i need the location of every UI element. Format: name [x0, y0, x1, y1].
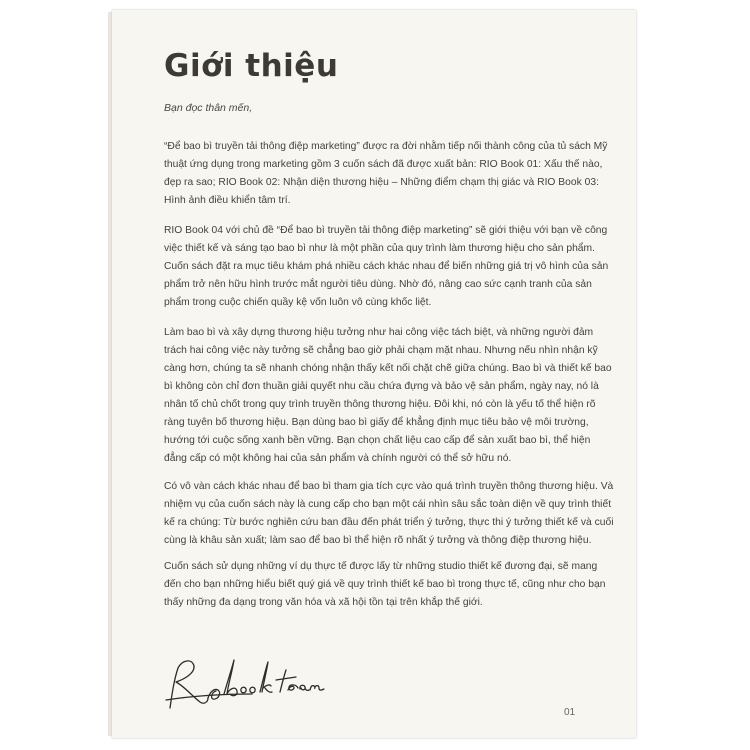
page-title: Giới thiệu — [164, 48, 339, 84]
paragraph-2: RIO Book 04 với chủ đề “Để bao bì truyền tải thông điệp marketing” sẽ giới thiệu với bạn về công việc thiết kế và sáng tạo bao bì như là một phần của quy trình làm thương hiệu cho sản phẩm. Cuốn sách đặt ra mục tiêu khám phá nhiều cách khác nhau để biến những giá trị vô hình của sản phẩm trở nên hữu hình trước mắt người tiêu dùng. Nhờ đó, nâng cao sức cạnh tranh của sản phẩm trong cuộc chiến quầy kệ vốn luôn vô cùng khốc liệt. — [164, 225, 609, 308]
paragraph-1: “Để bao bì truyền tải thông điệp marketing” được ra đời nhằm tiếp nối thành công của tủ sách Mỹ thuật ứng dụng trong marketing gồm 3 cuốn sách đã được xuất bản: RIO Book 01: Xấu thế nào, đẹp ra sao; RIO Book 02: Nhận diện thương hiệu – Những điểm chạm thị giác và RIO Book 03: Hình ảnh điều khiển tâm trí. — [164, 141, 608, 206]
paragraph-5: Cuốn sách sử dụng những ví dụ thực tế được lấy từ những studio thiết kế đương đại, sẽ mang đến cho bạn những hiểu biết quý giá về quy trình thiết kế bao bì trong thực tế, cũng như cho bạn thấy những đa dạng trong văn hóa và xã hội tồn tại trên khắp thế giới. — [164, 561, 606, 608]
page-number: 01 — [564, 707, 576, 718]
salutation: Bạn đọc thân mến, — [164, 102, 253, 114]
book-page — [112, 10, 636, 738]
paragraph-3: Làm bao bì và xây dựng thương hiệu tưởng như hai công việc tách biệt, và những người đảm trách hai công việc này tưởng sẽ chẳng bao giờ phải chạm mặt nhau. Nhưng nếu nhìn nhận kỹ càng hơn, chúng ta sẽ nhanh chóng nhận thấy kết nối chặt chẽ giữa chúng. Bao bì và thiết kế bao bì không còn chỉ đơn thuần giải quyết nhu cầu chứa đựng và bảo vệ sản phẩm, ngày nay, nó là nhân tố chủ chốt trong quy trình truyền thông thương hiệu. Đôi khi, nó còn là yếu tố thể hiện rõ ràng tuyên bố thương hiệu. Bạn dùng bao bì giấy để khẳng định mục tiêu bảo vệ môi trường, hướng tới cuộc sống xanh bền vững. Bạn chọn chất liệu cao cấp để sản xuất bao bì, thể hiện đẳng cấp có một không hai của sản phẩm và chính người có thể sở hữu nó. — [164, 327, 612, 464]
paragraph-4: Có vô vàn cách khác nhau để bao bì tham gia tích cực vào quá trình truyền thông thương hiệu. Và nhiệm vụ của cuốn sách này là cung cấp cho bạn một cái nhìn sâu sắc toàn diện về quy trình thiết kế ra chúng: Từ bước nghiên cứu ban đầu đến phát triển ý tưởng, thực thi ý tưởng thiết kế và cuối cùng là khâu sản xuất; làm sao để bao bì thể hiện rõ nhất ý tưởng và thông điệp thương hiệu. — [164, 481, 614, 546]
handwritten-signature — [162, 650, 332, 720]
